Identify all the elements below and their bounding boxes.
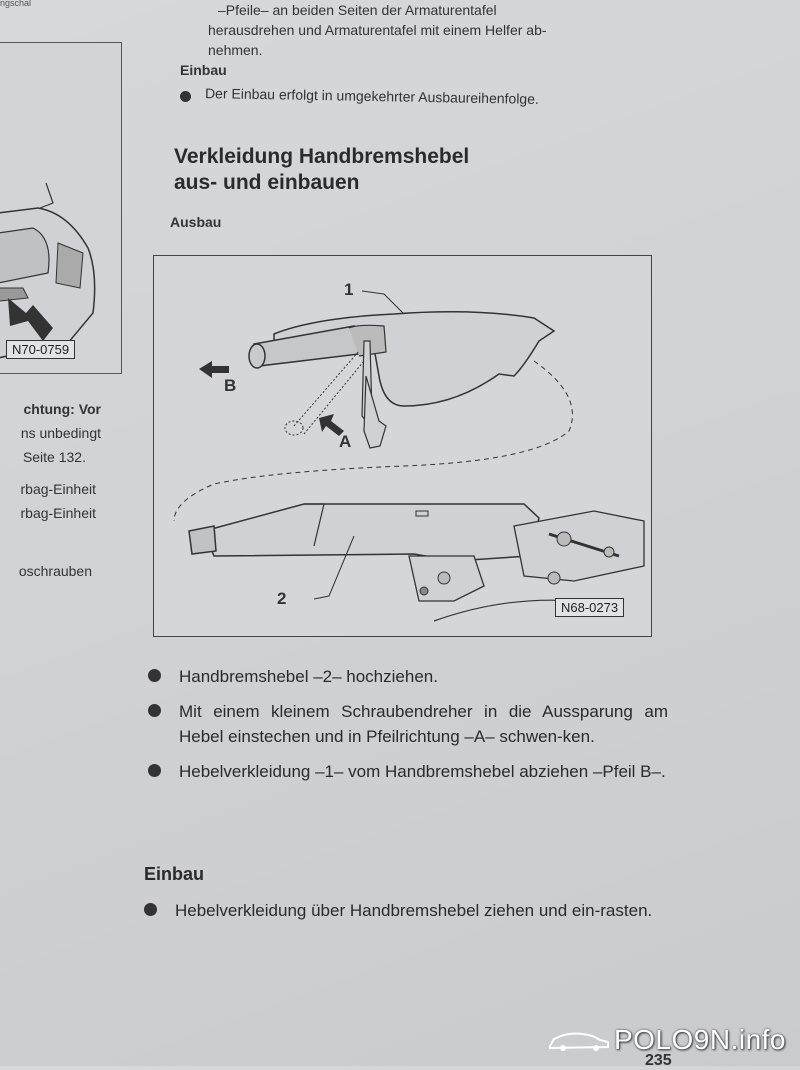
left-line-2: ns unbedingt [20,425,101,441]
ausbau-step-3 [148,759,668,784]
cut-off-header: ngschal [0,0,32,8]
section-title-line2: aus- und einbauen [174,171,360,194]
top-paragraph [208,0,628,60]
car-icon [548,1028,610,1052]
page-number: 235 [645,1052,672,1069]
left-line-6: oschrauben [18,563,92,579]
ausbau-step-2-text: Mit einem kleinem Schraubendreher in die Aussparung am Hebel einstechen und in Pfeilrichtung –A– schwen-ken. [179,702,668,746]
ausbau-heading: Ausbau [170,214,222,230]
watermark-text: POLO9N.info [613,1024,786,1055]
einbau-heading-top: Einbau [180,62,227,78]
ausbau-step-1 [148,664,668,689]
section-title [174,144,469,196]
ausbau-steps [148,664,668,784]
einbau-bullet-text: Der Einbau erfolgt in umgekehrter Ausbaureihenfolge. [204,85,539,107]
top-paragraph-line3: nehmen. [208,42,263,58]
left-line-5: rbag-Einheit [20,505,96,521]
left-line-1 [0,398,101,421]
bullet-dot [148,764,161,777]
left-figure-ref: N70-0759 [6,340,75,359]
left-figure [0,42,122,374]
figure-ref: N68-0273 [555,598,624,617]
figure-label-2: 2 [277,589,287,608]
left-line-3: Seite 132. [22,449,86,465]
figure-label-A: A [339,432,352,451]
dashboard-illustration [0,43,121,373]
einbau-steps [144,898,664,923]
einbau-step-1 [144,898,664,923]
bullet-dot [180,91,191,102]
ausbau-step-1-text: Handbremshebel –2– hochziehen. [179,667,438,686]
figure-label-B: B [224,376,237,395]
bullet-dot [144,903,157,916]
top-paragraph-line1: –Pfeile– an beiden Seiten der Armaturentafel [218,2,497,18]
top-paragraph-line2: herausdrehen und Armaturentafel mit einem Helfer ab- [208,22,547,38]
handbrake-figure [153,255,652,637]
figure-label-1: 1 [344,280,354,299]
einbau-step-1-text: Hebelverkleidung über Handbremshebel ziehen und ein-rasten. [175,901,653,920]
ausbau-step-3-text: Hebelverkleidung –1– vom Handbremshebel abziehen –Pfeil B–. [179,762,666,781]
section-title-line1: Verkleidung Handbremshebel [174,145,470,168]
watermark-logo [548,1024,786,1056]
ausbau-step-2 [148,699,668,749]
einbau-bullet-top [180,85,539,107]
handbrake-illustration [154,256,651,636]
bullet-dot [148,704,161,717]
left-line-4: rbag-Einheit [20,481,96,497]
left-line-1-text: chtung: Vor [23,401,101,417]
bullet-dot [148,669,161,682]
einbau-heading-bottom: Einbau [144,864,205,884]
